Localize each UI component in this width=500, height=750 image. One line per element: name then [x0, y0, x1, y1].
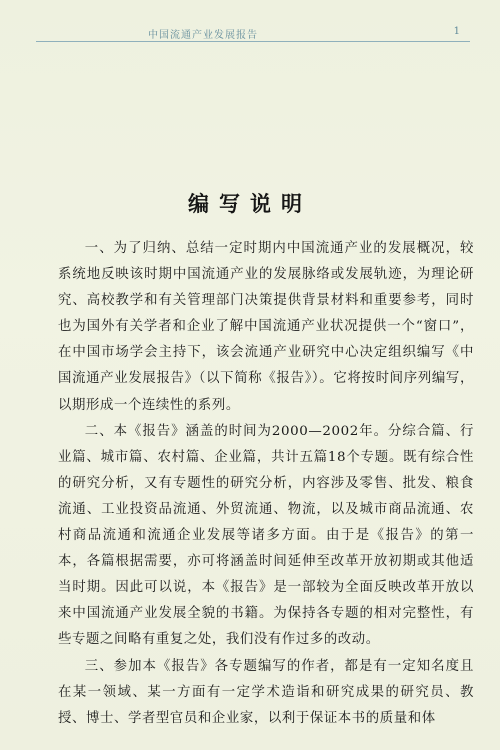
paragraph-2: 二、本《报告》涵盖的时间为2000—2002年。分综合篇、行业篇、城市篇、农村篇、企业篇，共计五篇18个专题。既有综合性的研究分析，又有专题性的研究分析，内容涉及零售、批发、粮食流通、工业投资品流通、外贸流通、物流，以及城市商品流通、农村商品流通和流通企业发展等诸多方面。由于是《报告》的第一本，各篇根据需要，亦可将涵盖时间延伸至改革开放初期或其他适当时期。因此可以说，本《报告》是一部较为全面反映改革开放以来中国流通产业发展全貌的书籍。为保持各专题的相对完整性，有些专题之间略有重复之处，我们没有作过多的改动。	[58, 423, 474, 648]
running-head-title: 中国流通产业发展报告	[148, 30, 258, 41]
running-head	[36, 22, 470, 42]
page-title: 编写说明	[188, 192, 312, 217]
header-rule	[36, 41, 470, 42]
paragraph-1: 一、为了归纳、总结一定时期内中国流通产业的发展概况，较系统地反映该时期中国流通产业的发展脉络或发展轨迹，为理论研究、高校教学和有关管理部门决策提供背景材料和重要参考，同时也为国外有关学者和企业了解中国流通产业状况提供一个“窗口”，在中国市场学会主持下，该会流通产业研究中心决定组织编写《中国流通产业发展报告》（以下简称《报告》）。它将按时间序列编写，以期形成一个连续性的系列。	[58, 241, 474, 413]
page-number: 1	[453, 26, 460, 37]
document-body	[58, 236, 474, 732]
paragraph-3: 三、参加本《报告》各专题编写的作者，都是有一定知名度且在某一领域、某一方面有一定学术造诣和研究成果的研究员、教授、博士、学者型官员和企业家，以利于保证本书的质量和体	[58, 658, 474, 726]
